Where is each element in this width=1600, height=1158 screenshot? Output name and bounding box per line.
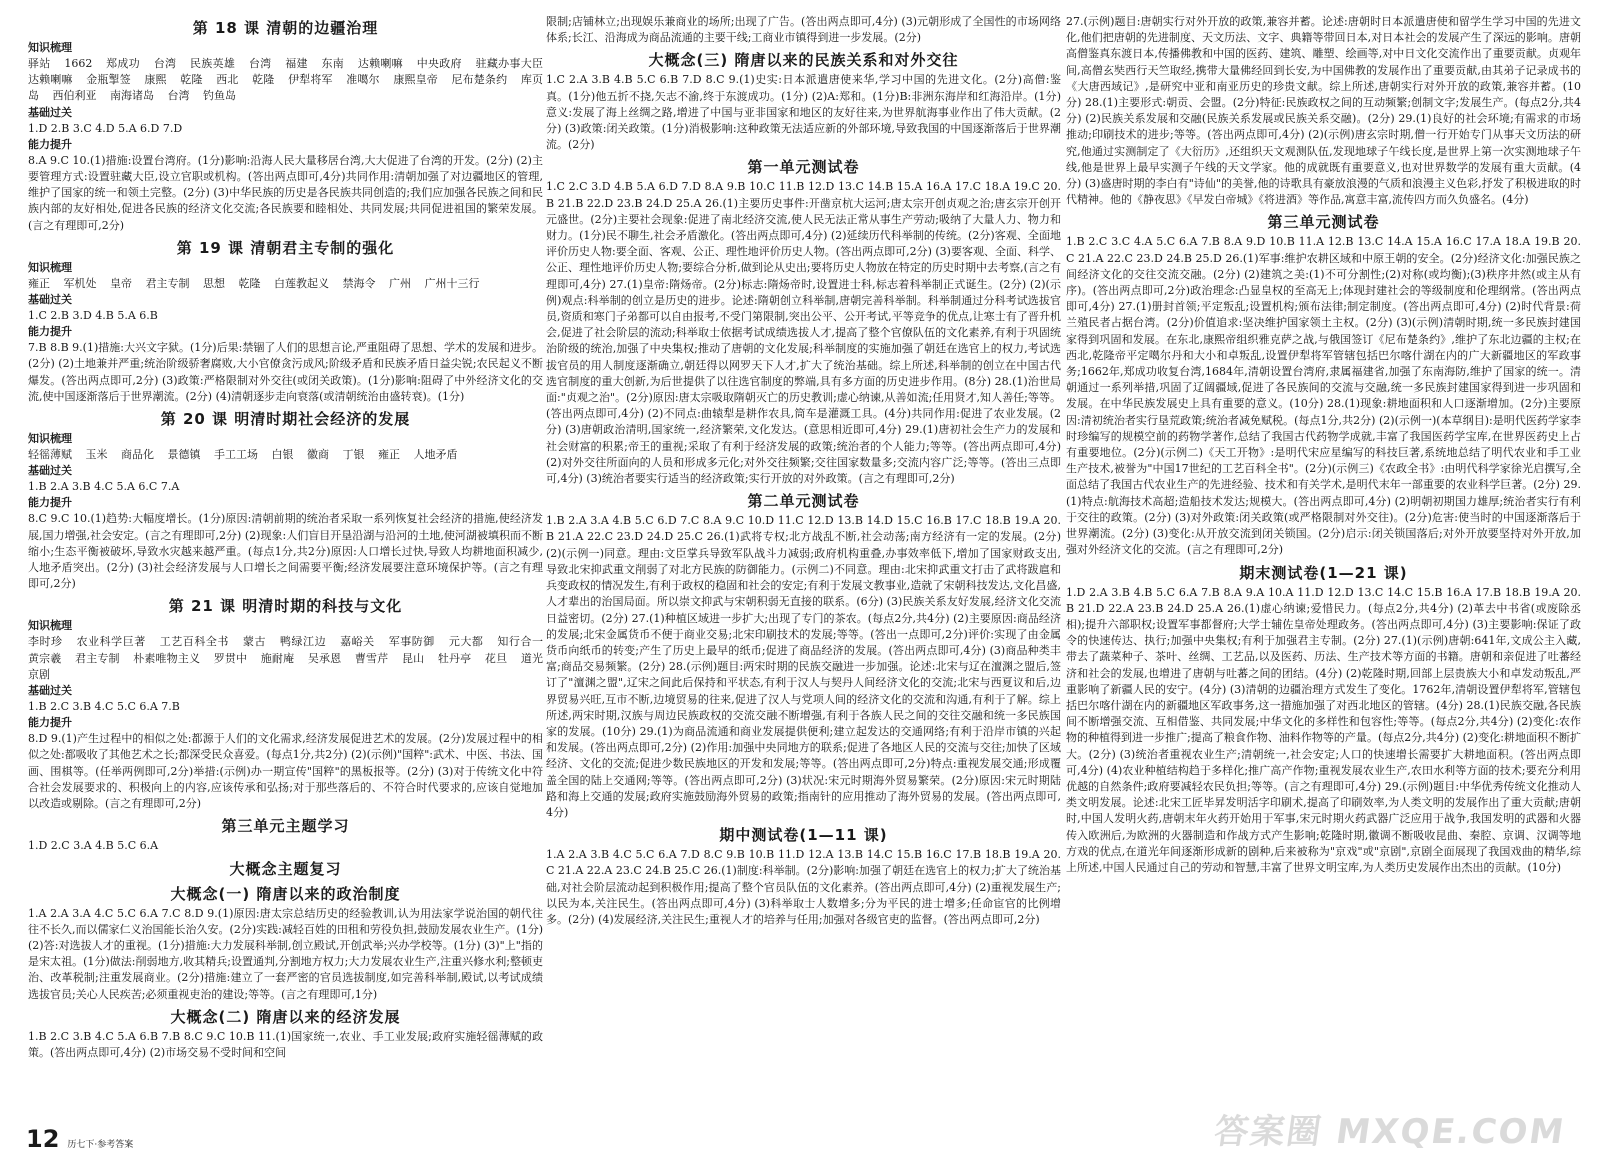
unit-3-theme-title: 第三单元主题学习 <box>221 817 350 836</box>
section-label: 基础过关 <box>28 105 72 119</box>
knowledge-terms: 李时珍 农业科学巨著 工艺百科全书 蒙古 鸭绿江边 嘉峪关 军事防御 元大都 知行合一 黄宗羲 君主专制 朴素唯物主义 罗贯中 施耐庵 吴承恩 曹雪芹 昆山 牡丹亭 花旦 道光 京剧 <box>28 635 543 681</box>
lesson-21-title: 第 21 课 明清时期的科技与文化 <box>168 597 403 616</box>
section-label: 知识梳理 <box>28 41 72 54</box>
midterm-test-title: 期中测试卷(1—11 课) <box>719 826 888 845</box>
watermark-logo: 答案圈 MXQE.COM <box>1212 1112 1569 1152</box>
basic-answers: 1.B 2.C 3.B 4.C 5.C 6.A 7.B <box>28 700 180 714</box>
section-label: 能力提升 <box>28 137 72 151</box>
unit-2-test-answers: 1.B 2.A 3.A 4.B 5.C 6.D 7.C 8.A 9.C 10.D 11.C 12.D 13.B 14.D 15.C 16.B 17.C 18.B 19.A 20.B 21.A 22.C 23.D 24.D 25.C 26.(1)武将专权;北方战乱不断,社会动荡;南方经济有一定的发展。(2分) (2)(示例一)同意。理由:文臣掌兵导致军队战斗力减弱;政府机构重叠,办事效率低下,增加了国家财政支出,导致北宋抑武重文削弱了对北方民族的防御能力。(示例二)不同意。理由:北宋抑武重文打击了武将跋扈和兵变政权的情况发生,有利于政权的稳固和社会的安定;有利于发展文教事业,造就了宋朝科技发达,文化昌盛,人才辈出的治国局面。所以崇文抑武与宋朝积弱无直接的联系。(6分) (3)民族关系友好发展,经济文化交流日益密切。(2分) 27.(1)种植区域进一步扩大;出现了专门的茶农。(每点2分,共4分) (2)主要原因:商品经济的发展;北宋金属货币不便于商业交易;北宋印刷技术的发展;等等。(答出一点即可,2分)评价:实现了由金属货币向纸币的转变;产生了历史上最早的纸币;促进了商品经济的发展。(答出两点即可,4分) (3)商品种类丰富;商品交易频繁。(2分) 28.(示例)题目:两宋时期的民族交融进一步加强。论述:北宋与辽在澶渊之盟后,签订了"澶渊之盟",辽宋之间此后保持和平状态,有利于汉人与契丹人间经济文化的交流;北宋与西夏议和后,边界贸易兴旺,互市不断,边境贸易的往来,促进了汉人与党项人间的经济文化的交流和沟通,有利于了解。综上所述,两宋时期,汉族与周边民族政权的交流交融不断增强,有利于各族人民之间的交往交融和统一多民族国家的发展。(10分) 29.(1)为商品流通和商业发展提供便利;建立起发达的交通网络;有利于沿岸市镇的兴起和发展。(答出两点即可,2分) (2)作用:加强中央同地方的联系;促进了各地区人民的交流与交往;加快了区域经济、文化的交流;促进少数民族地区的开发和发展;等等。(答出两点即可,2分)特点:重视发展交通;形成覆盖全国的陆上交通网;等等。(答出两点即可,2分) (3)状况:宋元时期海外贸易繁荣。(2分)原因:宋元时期陆路和海上交通的发展;政府实施鼓励海外贸易的政策;指南针的应用推动了海外贸易的发展。(答出两点即可,4分) <box>546 514 1061 819</box>
column-1 <box>28 14 543 1126</box>
section-label: 能力提升 <box>28 325 72 339</box>
section-label: 知识梳理 <box>28 432 72 446</box>
big-concept-review-title: 大概念主题复习 <box>229 859 342 878</box>
column-2 <box>546 14 1061 1126</box>
section-label: 基础过关 <box>28 684 72 698</box>
concept-3-answers: 1.C 2.A 3.B 4.B 5.C 6.B 7.D 8.C 9.(1)史实:日本派遣唐使来华,学习中国的先进文化。(2分)高僧:鉴真。(1分)他五折不挠,矢志不渝,终于东渡成功。(1分) (2)A:郑和。(1分)B:非洲东海岸和红海沿岸。(1分)意义:发展了海上丝绸之路,增进了中国与亚非国家和地区的友好往来,为世界航海事业作出了伟大贡献。(2分) (3)政策:闭关政策。(1分)消极影响:这种政策无法适应新的外部环境,导致我国的中国逐渐落后于世界潮流。(2分) <box>546 73 1061 152</box>
ability-answers: 7.B 8.B 9.(1)措施:大兴文字狱。(1分)后果:禁锢了人们的思想言论,严重阻碍了思想、学术的发展和进步。(2分) (2)土地兼并严重;统治阶级骄奢腐败,大小官僚贪污成风;阶级矛盾和民族矛盾日益尖锐;农民起义不断爆发。(答出两点即可,2分) (3)政策:严格限制对外交往(或闭关政策)。(1分)影响:阻碍了中外经济文化的交流,使中国逐渐落后于世界潮流。(2分) (4)清朝逐步走向衰落(或清朝统治由盛转衰)。(1分) <box>28 341 543 403</box>
knowledge-terms: 轻徭薄赋 玉米 商品化 景德镇 手工工场 白银 徽商 丁银 雍正 人地矛盾 <box>28 448 458 462</box>
page-footer <box>26 1124 133 1152</box>
unit-3-test-answers: 1.B 2.C 3.C 4.A 5.C 6.A 7.B 8.A 9.D 10.B 11.A 12.B 13.C 14.A 15.A 16.C 17.A 18.A 19.B 20.C 21.A 22.C 23.D 24.B 25.D 26.(1)军事:维护农耕区域和中原王朝的安全。(2分)经济文化:加强民族之间经济文化的交往交流交融。(2分) (2)建筑之美:(1)不可分割性;(2)对称(或均衡);(3)秩序井然(或主从有序)。(答出两点即可,2分)政治理念:凸显皇权的至高无上;体现封建社会的等级制度和伦理纲常。(答出两点即可,4分) 27.(1)册封首领;平定叛乱;设置机构;颁布法律;制定制度。(答出两点即可,4分) (2)时代背景:荷兰殖民者占据台湾。(2分)价值追求:坚决维护国家领土主权。(2分) (3)(示例)清朝时期,统一多民族封建国家得到巩固和发展。在东北,康熙帝组织雅克萨之战,与俄国签订《尼布楚条约》,维护了东北边疆的主权;在西北,乾隆帝平定噶尔丹和大小和卓叛乱,设置伊犁将军管辖包括巴尔喀什湖在内的广大新疆地区的军政事务;1662年,郑成功收复台湾,1684年,清朝设置台湾府,隶属福建省,加强了东南海防,维护了国家的统一。清朝通过一系列举措,巩固了辽阔疆域,促进了各民族间的交流与交融,统一多民族封建国家得到进一步巩固和发展。在中华民族发展史上具有重要的意义。(10分) 28.(1)现象:耕地面积和人口逐渐增加。(2分)主要原因:清初统治者实行垦荒政策;统治者减免赋税。(每点1分,共2分) (2)(示例一)(本草纲目):是明代医药学家李时珍编写的规模空前的药物学著作,总结了我国古代药物学成就,丰富了我国医药学宝库,在世界医药史上占有重要地位。(2分)(示例二)《天工开物》:是明代宋应星编写的科技巨著,系统地总结了明代农业和手工业生产技术,被誉为"中国17世纪的工艺百科全书"。(2分)(示例三)《农政全书》:由明代科学家徐光启撰写,全面总结了我国古代农业生产的先进经验、技术和有关学术,是明代末年一部重要的农业科学巨著。(2分) 29.(1)特点:航海技术高超;造船技术发达;规模大。(答出两点即可,4分) (2)明朝初期国力雄厚;统治者实行有利于交往的政策。(2分) (3)对外政策:闭关政策(或严格限制对外交往)。(2分)危害:使当时的中国逐渐落后于世界潮流。(2分) (3)变化:从开放交流到闭关锁国。(2分)启示:闭关锁国落后;对外开放要坚持对外开放,加强对外经济文化的交流。(言之有理即可,2分) <box>1066 235 1581 557</box>
concept-2-title: 大概念(二) 隋唐以来的经济发展 <box>170 1007 401 1026</box>
concept-1-answers: 1.A 2.A 3.A 4.C 5.C 6.A 7.C 8.D 9.(1)原因:唐太宗总结历史的经验教训,认为用法家学说治国的朝代往往不长久,而以儒家仁义治国能长治久安。(2分)实践:减轻百姓的田租和劳役负担,鼓励发展农业生产。(1分) (2)答:对选拔人才的重视。(1分)措施:大力发展科举制,创立殿试,开创武举;兴办学校等。(1分) (3)"上"指的是宋太祖。(1分)做法:削弱地方,收其精兵;设置通判,分割地方权力;大力发展农业生产,注重兴修水利;整顿吏治、改革税制;注重发展商业。(2分)措施:建立了一套严密的官员选拔制度,如完善科举制,殿试,以考试成绩选拔官员;关心人民疾苦;必须重视吏治的建设;等等。(言之有理即可,1分) <box>28 906 543 1001</box>
basic-answers: 1.D 2.B 3.C 4.D 5.A 6.D 7.D <box>28 121 183 135</box>
knowledge-terms: 雍正 军机处 皇帝 君主专制 思想 乾隆 白莲教起义 禁海令 广州 广州十三行 <box>28 276 480 290</box>
section-label: 基础过关 <box>28 464 72 478</box>
final-test-answers: 1.D 2.A 3.B 4.B 5.C 6.A 7.B 8.A 9.A 10.A 11.D 12.D 13.C 14.C 15.B 16.A 17.B 18.B 19.A 20.B 21.D 22.A 23.B 24.D 25.A 26.(1)虚心纳谏;爱惜民力。(每点2分,共4分) (2)革去中书省(或废除丞相);提升六部职权;设置军事都督府;大学士辅佐皇帝处理政务。(答出两点即可,4分) (3)主要影响:保证了政令的快速传达、执行;加强中央集权;有利于加强君主专制。(2分) 27.(1)(示例)唐朝:641年,文成公主入藏,带去了蔬菜种子、茶叶、丝绸、工艺品,以及医药、历法、生产技术等方面的书籍。唐朝和亲促进了吐蕃经济和社会的发展,也增进了唐朝与吐蕃之间的团结。(4分) (2)乾隆时期,回部上层贵族大小和卓发动叛乱,严重影响了新疆人民的安宁。(4分) (3)清朝的边疆治理方式发生了变化。1762年,清朝设置伊犁将军,管辖包括巴尔喀什湖在内的新疆地区军政事务,这一措施加强了对西北地区的管辖。(4分) 28.(1)民族交融,各民族间不断增强交流、互相借鉴、共同发展;中华文化的多样性和包容性;等等。(每点2分,共4分) (2)变化:农作物的种植得到进一步推广;提高了粮食作物、油料作物等的产量。(每点2分,共4分) (2)变化:耕地面积不断扩大。(2分) (3)统治者重视农业生产;清朝统一,社会安定;人口的快速增长需要扩大耕地面积。(答出两点即可,4分) (4)农业种植结构趋于多样化;推广高产作物;重视发展农业生产,农田水利等方面的技术;要充分利用优越的自然条件;政府要减轻农民负担;等等。(言之有理即可,4分) 29.(示例)题目:中华优秀传统文化推动人类文明发展。论述:北宋工匠毕昇发明活字印刷术,提高了印刷效率,为人类文明的发展作出了重大贡献;唐朝时,中国人发明火药,唐朝末年火药开始用于军事,宋元时期火药武器广泛应用于战争,我国发明的武器和火器传入欧洲后,为欧洲的火器制造和作战方式产生影响;乾隆时期,徽调不断吸收昆曲、秦腔、京调、汉调等地方戏的优点,在道光年间逐渐形成新的剧种,后来被称为"京戏"或"京剧",京剧全面展现了我国戏曲的精华,综上所述,中国人民通过自己的劳动和智慧,丰富了世界文明宝库,为人类历史发展作出杰出的贡献。(10分) <box>1066 585 1581 874</box>
section-label: 知识梳理 <box>28 260 72 274</box>
concept-2-answers: 1.B 2.C 3.B 4.C 5.A 6.B 7.B 8.C 9.C 10.B 11.(1)国家统一,农业、手工业发展;政府实施轻徭薄赋的政策。(答出两点即可,4分) (2)市场交易不受时间和空间 <box>28 1029 543 1059</box>
final-test-title: 期末测试卷(1—21 课) <box>1239 563 1408 582</box>
unit-3-answers: 1.D 2.C 3.A 4.B 5.C 6.A <box>28 839 159 853</box>
unit-3-test-title: 第三单元测试卷 <box>1267 213 1380 232</box>
lesson-20-title: 第 20 课 明清时期社会经济的发展 <box>160 410 411 429</box>
section-label: 能力提升 <box>28 496 72 510</box>
unit-2-test-title: 第二单元测试卷 <box>747 492 860 511</box>
unit-1-test-answers: 1.C 2.C 3.D 4.B 5.A 6.D 7.D 8.A 9.B 10.C 11.B 12.D 13.C 14.B 15.A 16.A 17.C 18.A 19.C 20.B 21.B 22.D 23.B 24.D 25.A 26.(1)主要历史事件:开凿京杭大运河;唐太宗开创贞观之治;唐玄宗开创开元盛世。(2分)主要社会现象:促进了南北经济交流,使人民无法正常从事生产劳动;吸纳了大量人力、物力和财力。(1分)民不聊生,社会矛盾激化。(答出两点即可,4分) (2)延续历代科举制的传统。(2分)客观、全面地评价历史人物:要全面、客观、公正、理性地评价历史人物。(答出两点即可,2分) (3)要客观、全面、科学、公正、理性地评价历史人物;要综合分析,做到论从史出;要将历史人物放在特定的历史时期中去考察,(言之有理即可,4分) 27.(1)皇帝:隋炀帝。(2分)标志:隋炀帝时,设置进士科,标志着科举制正式诞生。(2分) (2)(示例)观点:科举制的创立是历史的进步。论述:隋朝创立科举制,唐朝完善科举制。科举制通过分科考试选拔官员,资质和寒门子弟都可以自由报考,不受门第限制,突出公平、公开考试,平等竞争的优点,让寒士有了晋升机会,促进了社会阶层的流动;科举取士依据考试成绩选拔人才,提高了整个官僚队伍的文化素养,有利于巩固统治阶级的统治,加强了中央集权;推动了唐朝的文化发展;科举制度的实施加强了朝廷在选官上的权力,考试选拔官员的用人制度逐渐确立,朝廷得以网罗天下人才,扩大了统治基础。综上所述,科举制的创立在中国古代选官制度的重大创新,为后世提供了以往选官制度的弊端,具有多方面的历史进步作用。(8分) 28.(1)治世局面:"贞观之治"。(2分)原因:唐太宗吸取隋朝灭亡的历史教训;虚心纳谏,从善如流;任用贤才,知人善任;等等。(答出两点即可,4分) (2)不同点:曲辕犁是耕作农具,筒车是灌溉工具。(4分)共同作用:促进了农业发展。(2分) (3)唐朝政治清明,国家统一,经济繁荣,文化发达。(意思相近即可,4分) 29.(1)唐初社会生产力的发展和社会财富的积累;帝王的重视;采取了有利于经济发展的政策;统治者的个人能力;等等。(答出两点即可,4分) (2)对外交往所面向的人员和形成多元化;对外交往频繁;交往国家数量多;交流内容广泛;等等。(答出三点即可,4分) (3)统治者要实行适当的经济政策;实行开放的对外政策。(言之有理即可,2分) <box>546 180 1061 486</box>
column-3 <box>1066 14 1581 1126</box>
lesson-19-title: 第 19 课 清朝君主专制的强化 <box>176 238 395 257</box>
page-number: 12 <box>26 1125 60 1153</box>
concept-2-answers-continued: 限制;店铺林立;出现娱乐兼商业的场所;出现了广告。(答出两点即可,4分) (3)元朝形成了全国性的市场网络体系;长江、沿海成为商品流通的主要干线;工商业市镇得到进一步发展。(2分) <box>546 15 1061 45</box>
ability-answers: 8.C 9.C 10.(1)趋势:大幅度增长。(1分)原因:清朝前期的统治者采取一系列恢复社会经济的措施,使经济发展,国力增强,社会安定。(言之有理即可,2分) (2)现象:人们盲目开垦沿湖与沿河的土地,使河湖被填积而不断缩小;生态平衡被破坏,导致水灾越来越严重。(每点1分,共2分)原因:人口增长过快,导致人均耕地面积减少,人地矛盾突出。(2分) (3)社会经济发展与人口增长之间需要平衡;经济发展要注意环境保护等。(言之有理即可,2分) <box>28 512 543 591</box>
midterm-test-answers-continued: 27.(示例)题目:唐朝实行对外开放的政策,兼容并蓄。论述:唐朝时日本派遣唐使和留学生学习中国的先进文化,他们把唐朝的先进制度、天文历法、文字、典籍等带回日本,对日本社会的发展产生了深远的影响。唐朝高僧鉴真东渡日本,传播佛教和中国的医药、建筑、雕塑、绘画等,对中日文化交流作出了重要贡献。贞观年间,高僧玄奘西行天竺取经,携带大量佛经回到长安,为中国佛教的发展作出了重要贡献,由其弟子记录成书的《大唐西域记》,是研究中亚和南亚历史的珍贵文献。综上所述,唐朝实行对外开放的政策,兼容并蓄。(10分) 28.(1)主要形式:朝贡、会盟。(2分)特征:民族政权之间的互动频繁;创制文字;发展生产。(每点2分,共4分) (2)民族关系发展和交融(民族关系发展或民族关系交融)。(2分) 29.(1)良好的社会环境;有需求的市场推动;印刷技术的进步;等等。(答出两点即可,4分) (2)(示例)唐玄宗时期,僧一行开始专门从事天文历法的研究,他通过实测制定了《大衍历》,还组织天文观测队伍,发现地球子午线长度,是世界上第一次实测地球子午线,他是世界上最早实测子午线的天文学家。他的成就既有重要意义,也对世界数学的发展有重大贡献。(4分) (3)盛唐时期的李白有"诗仙"的美誉,他的诗歌具有豪放浪漫的气质和浪漫主义色彩,抒发了积极进取的时代精神。他的《静夜思》《早发白帝城》《将进酒》等作品,寓意丰富,流传四方而久负盛名。(4分) <box>1066 15 1581 207</box>
ability-answers: 8.A 9.C 10.(1)措施:设置台湾府。(1分)影响:沿海人民大量移居台湾,大大促进了台湾的开发。(2分) (2)主要管理方式:设置驻藏大臣,设立官职或机构。(答出两点即可,4分)共同作用:清朝加强了对边疆地区的管理,维护了国家的统一和领土完整。(2分) (3)中华民族的历史是各民族共同创造的;我们应加强各民族之间和民族内部的友好相处,促进各民族的经济文化交流;各民族要和睦相处、共同发展;共同促进祖国的繁荣发展。(言之有理即可,2分) <box>28 153 543 232</box>
concept-3-title: 大概念(三) 隋唐以来的民族关系和对外交往 <box>648 51 959 70</box>
footer-label: 历七下·参考答案 <box>67 1140 134 1150</box>
basic-answers: 1.C 2.B 3.D 4.B 5.A 6.B <box>28 309 158 323</box>
section-label: 基础过关 <box>28 293 72 307</box>
ability-answers: 8.D 9.(1)产生过程中的相似之处:都源于人们的文化需求,经济发展促进艺术的发展。(2分)发展过程中的相似之处:都吸收了其他艺术之长;都深受民众喜爱。(每点1分,共2分) (2)(示例)"国粹":武术、中医、书法、国画、围棋等。(任举两例即可,2分)举措:(示例)办一期宣传"国粹"的黑板报等。(2分) (3)对于传统文化中符合社会发展要求的、积极向上的内容,应该传承和弘扬;对于那些落后的、不符合时代要求的,应该自觉地加以改造或剔除。(言之有理即可,2分) <box>28 732 543 811</box>
concept-1-title: 大概念(一) 隋唐以来的政治制度 <box>170 884 401 903</box>
section-label: 能力提升 <box>28 716 72 730</box>
midterm-test-answers: 1.A 2.A 3.B 4.C 5.C 6.A 7.D 8.C 9.B 10.B 11.D 12.A 13.B 14.C 15.B 16.C 17.B 18.B 19.A 20.C 21.A 22.A 23.C 24.B 25.C 26.(1)制度:科举制。(2分)影响:加强了朝廷在选官上的权力;扩大了统治基础,对社会阶层流动起到积极作用;提高了整个官员队伍的文化素养。(答出两点即可,4分) (2)重视发展生产;以民为本,关注民生。(答出两点即可,4分) (3)科举取士人数增多;分为平民的进士增多;任命宦官的比例增多。(2分) (4)发展经济,关注民生;重视人才的培养与任用;加强对各级官吏的监督。(答出两点即可,2分) <box>546 848 1061 926</box>
unit-1-test-title: 第一单元测试卷 <box>747 158 860 177</box>
section-label: 知识梳理 <box>28 619 72 633</box>
knowledge-terms: 驿站 1662 郑成功 台湾 民族英雄 台湾 福建 东南 达赖喇嘛 中央政府 驻藏办事大臣 达赖喇嘛 金瓶掣签 康熙 乾隆 西北 乾隆 伊犁将军 准噶尔 康熙皇帝 尼布楚条约 库页岛 西伯利亚 南海诸岛 台湾 钓鱼岛 <box>28 57 543 103</box>
basic-answers: 1.B 2.A 3.B 4.C 5.A 6.C 7.A <box>28 480 180 494</box>
lesson-18-title: 第 18 课 清朝的边疆治理 <box>192 19 379 37</box>
